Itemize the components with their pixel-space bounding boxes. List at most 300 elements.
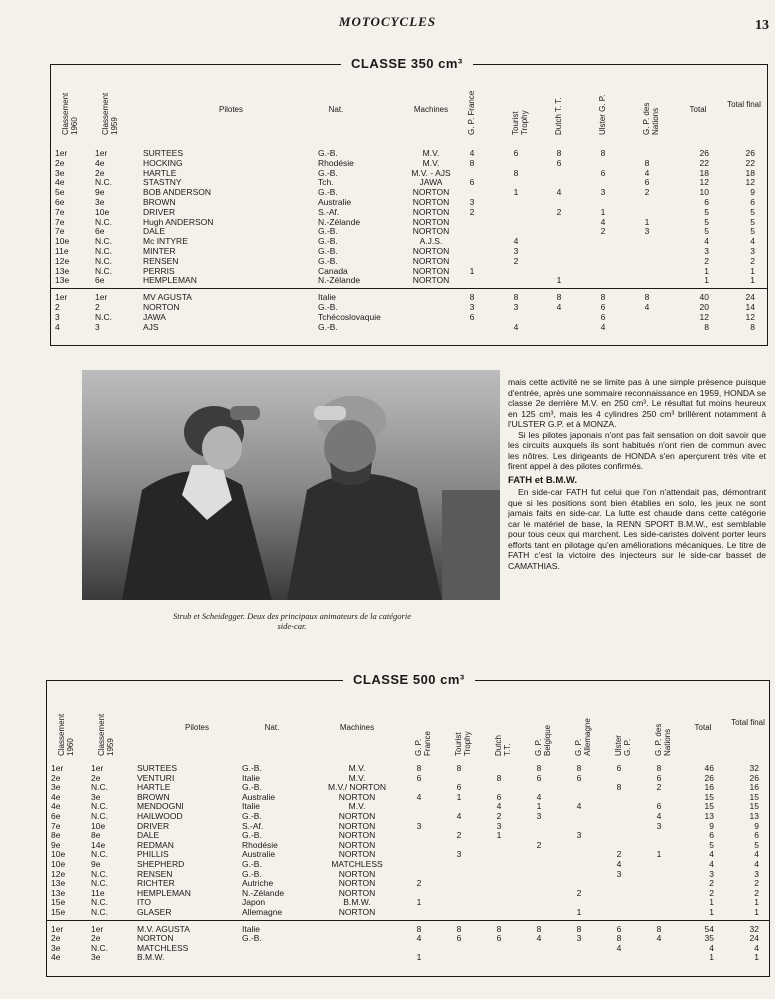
table-row bbox=[47, 811, 769, 821]
rider-name: MINTER bbox=[143, 246, 176, 256]
table-row bbox=[47, 907, 769, 917]
rank-1960: 1er bbox=[55, 148, 68, 158]
machine: JAWA bbox=[419, 177, 443, 188]
final-points: 6 bbox=[754, 830, 759, 841]
nationality: G.-B. bbox=[242, 782, 262, 793]
race-points: 1 bbox=[536, 801, 542, 812]
table-row bbox=[47, 849, 769, 859]
nationality: Rhodésie bbox=[242, 839, 278, 850]
total-points: 15 bbox=[704, 791, 714, 802]
nationality: Italie bbox=[242, 772, 260, 783]
rank-1959: 2 bbox=[95, 302, 100, 312]
total-points: 40 bbox=[699, 292, 709, 303]
maker-row bbox=[51, 322, 767, 332]
rank-1959: 1er bbox=[91, 763, 104, 773]
race-points: 6 bbox=[556, 157, 562, 168]
race-points: 4 bbox=[656, 933, 662, 944]
rank-1960: 12e bbox=[51, 868, 66, 879]
machine: M.V. bbox=[348, 772, 366, 783]
nationality: Autriche bbox=[242, 878, 274, 889]
total-points: 6 bbox=[704, 197, 709, 207]
race-points: 6 bbox=[416, 772, 422, 783]
race-points: 4 bbox=[616, 942, 622, 953]
race-points: 4 bbox=[536, 933, 542, 944]
rank-1959: 1er bbox=[95, 148, 108, 158]
race-points: 8 bbox=[600, 148, 606, 158]
rank-1959: N.C. bbox=[95, 177, 112, 188]
header-race: Tourist Trophy bbox=[511, 110, 529, 135]
rank-1960: 3 bbox=[55, 311, 60, 322]
race-points: 1 bbox=[513, 187, 519, 198]
final-points: 24 bbox=[745, 292, 755, 303]
rank-1960: 3e bbox=[55, 167, 65, 178]
race-points: 6 bbox=[616, 923, 622, 934]
rider-name: SURTEES bbox=[143, 148, 183, 158]
race-points: 4 bbox=[469, 148, 475, 158]
total-points: 13 bbox=[704, 811, 714, 821]
final-points: 5 bbox=[754, 839, 759, 850]
race-points: 2 bbox=[496, 811, 502, 821]
table-row bbox=[47, 782, 769, 792]
machine: M.V. bbox=[422, 157, 440, 168]
header-race: Dutch T. T. bbox=[554, 97, 563, 135]
rider-name: SURTEES bbox=[137, 763, 177, 773]
table-separator bbox=[51, 288, 767, 289]
nationality: G.-B. bbox=[318, 236, 338, 247]
rank-1960: 4e bbox=[51, 952, 61, 963]
race-points: 1 bbox=[644, 216, 650, 227]
race-points: 2 bbox=[616, 849, 622, 860]
rider-name: MV AGUSTA bbox=[143, 292, 192, 303]
machine: NORTON bbox=[338, 839, 376, 850]
final-points: 18 bbox=[745, 167, 755, 178]
race-points: 3 bbox=[644, 226, 650, 237]
rider-name: B.M.W. bbox=[137, 952, 165, 963]
nationality: G.-B. bbox=[242, 868, 262, 879]
rider-name: RENSEN bbox=[137, 868, 173, 879]
header-race: Tourist Trophy bbox=[454, 731, 472, 756]
race-points: 2 bbox=[556, 206, 562, 217]
machine: NORTON bbox=[412, 275, 450, 286]
race-points: 8 bbox=[600, 292, 606, 303]
rider-name: SHEPHERD bbox=[137, 859, 185, 869]
race-points: 4 bbox=[600, 321, 606, 332]
race-points: 4 bbox=[496, 801, 502, 812]
table-500-title: CLASSE 500 cm³ bbox=[343, 672, 475, 687]
race-points: 3 bbox=[416, 820, 422, 831]
riders-photo bbox=[82, 370, 500, 600]
race-points: 1 bbox=[600, 206, 606, 217]
total-points: 26 bbox=[699, 148, 709, 158]
rider-name: RENSEN bbox=[143, 255, 179, 266]
race-points: 8 bbox=[616, 782, 622, 793]
total-points: 3 bbox=[704, 246, 709, 256]
race-points: 4 bbox=[416, 791, 422, 802]
race-points: 2 bbox=[536, 839, 542, 850]
final-points: 26 bbox=[749, 772, 759, 783]
race-points: 4 bbox=[576, 801, 582, 812]
race-points: 6 bbox=[656, 772, 662, 783]
final-points: 15 bbox=[749, 791, 759, 802]
header-total-final: Total final bbox=[731, 718, 765, 727]
header-nat: Nat. bbox=[264, 723, 280, 732]
rider-name: RICHTER bbox=[137, 878, 175, 889]
race-points: 3 bbox=[600, 187, 606, 198]
final-points: 1 bbox=[754, 897, 759, 908]
rank-1959: 8e bbox=[91, 830, 101, 841]
rank-1960: 10e bbox=[51, 859, 66, 869]
machine: M.V. - AJS bbox=[411, 167, 451, 178]
maker-row bbox=[51, 292, 767, 302]
nationality: Rhodésie bbox=[318, 157, 354, 168]
final-points: 1 bbox=[754, 907, 759, 917]
rank-1959: N.C. bbox=[91, 801, 108, 812]
final-points: 22 bbox=[745, 157, 755, 168]
race-points: 2 bbox=[513, 255, 519, 266]
race-points: 6 bbox=[469, 311, 475, 322]
header-total: Total bbox=[694, 723, 712, 732]
rank-1960: 4e bbox=[51, 801, 61, 812]
race-points: 2 bbox=[469, 206, 475, 217]
header-race: G. P. France bbox=[467, 90, 476, 135]
final-points: 2 bbox=[750, 255, 755, 266]
nationality: G.-B. bbox=[318, 148, 338, 158]
nationality: G.-B. bbox=[318, 246, 338, 256]
rider-name: GLASER bbox=[137, 907, 172, 917]
table-row bbox=[51, 187, 767, 197]
machine: NORTON bbox=[338, 907, 376, 917]
total-points: 4 bbox=[709, 849, 714, 860]
final-points: 9 bbox=[754, 820, 759, 831]
rank-1960: 10e bbox=[55, 236, 70, 247]
rank-1960: 10e bbox=[51, 849, 66, 860]
table-row bbox=[51, 256, 767, 266]
maker-row bbox=[51, 312, 767, 322]
rider-name: REDMAN bbox=[137, 839, 174, 850]
race-points: 6 bbox=[616, 763, 622, 773]
race-points: 8 bbox=[656, 923, 662, 934]
rank-1960: 1er bbox=[51, 763, 64, 773]
race-points: 1 bbox=[556, 275, 562, 286]
rank-1960: 11e bbox=[55, 246, 69, 256]
race-points: 8 bbox=[644, 157, 650, 168]
header-race: G. P. des Nations bbox=[654, 723, 672, 756]
rank-1960: 2 bbox=[55, 302, 60, 312]
final-points: 1 bbox=[754, 952, 759, 963]
header-classement-1959: Classement 1959 bbox=[101, 92, 119, 135]
race-points: 4 bbox=[416, 933, 422, 944]
rider-name: NORTON bbox=[143, 302, 180, 312]
rank-1960: 8e bbox=[51, 830, 61, 841]
race-points: 6 bbox=[469, 177, 475, 188]
race-points: 8 bbox=[469, 157, 475, 168]
final-points: 5 bbox=[750, 216, 755, 227]
rank-1960: 15e bbox=[51, 897, 66, 908]
rider-name: HAILWOOD bbox=[137, 811, 183, 821]
rank-1960: 2e bbox=[51, 772, 61, 783]
maker-row bbox=[47, 952, 769, 962]
nationality: Tch. bbox=[318, 177, 334, 188]
rank-1959: 1er bbox=[91, 923, 104, 934]
header-pilotes: Pilotes bbox=[218, 105, 243, 114]
rank-1959: N.C. bbox=[91, 849, 108, 860]
nationality: S.-Af. bbox=[242, 820, 264, 831]
header-machines: Machines bbox=[413, 105, 449, 114]
rider-name: DRIVER bbox=[137, 820, 170, 831]
total-points: 20 bbox=[699, 302, 709, 312]
rank-1960: 1er bbox=[55, 292, 68, 303]
rank-1960: 4e bbox=[55, 177, 65, 188]
nationality: G.-B. bbox=[318, 321, 338, 332]
maker-row bbox=[47, 943, 769, 953]
nationality: G.-B. bbox=[242, 763, 262, 773]
race-points: 6 bbox=[496, 791, 502, 802]
table-row bbox=[51, 217, 767, 227]
maker-row bbox=[51, 302, 767, 312]
machine: MATCHLESS bbox=[331, 859, 383, 869]
rank-1960: 13e bbox=[51, 887, 66, 898]
table-row bbox=[47, 763, 769, 773]
race-points: 6 bbox=[600, 167, 606, 178]
table-row bbox=[47, 869, 769, 879]
table-separator bbox=[47, 920, 769, 921]
final-points: 3 bbox=[754, 868, 759, 879]
machine: NORTON bbox=[412, 265, 450, 276]
total-points: 1 bbox=[709, 897, 714, 908]
final-points: 9 bbox=[750, 187, 755, 198]
table-row bbox=[51, 266, 767, 276]
machine: M.V. bbox=[348, 801, 366, 812]
rank-1959: 6e bbox=[95, 226, 105, 237]
machine: M.V./ NORTON bbox=[328, 782, 386, 793]
nationality: Italie bbox=[318, 292, 336, 303]
rank-1959: 10e bbox=[91, 820, 106, 831]
race-points: 1 bbox=[496, 830, 502, 841]
rider-name: JAWA bbox=[143, 311, 166, 322]
nationality: G.-B. bbox=[242, 859, 262, 869]
race-points: 2 bbox=[644, 187, 650, 198]
rank-1959: 11e bbox=[91, 887, 105, 898]
race-points: 8 bbox=[576, 923, 582, 934]
header-race: Dutch T.T. bbox=[494, 735, 512, 756]
race-points: 3 bbox=[656, 820, 662, 831]
race-points: 8 bbox=[513, 167, 519, 178]
machine: NORTON bbox=[412, 216, 450, 227]
rank-1959: 1er bbox=[95, 292, 108, 303]
race-points: 6 bbox=[456, 933, 462, 944]
race-points: 6 bbox=[656, 801, 662, 812]
photo-caption: Strub et Scheidegger. Deux des principaux animateurs de la catégorie side-car. bbox=[173, 611, 411, 631]
rank-1960: 6e bbox=[55, 197, 65, 207]
maker-row bbox=[47, 924, 769, 934]
machine: NORTON bbox=[338, 849, 376, 860]
rank-1960: 12e bbox=[55, 255, 70, 266]
total-points: 46 bbox=[704, 763, 714, 773]
race-points: 8 bbox=[416, 763, 422, 773]
machine: NORTON bbox=[412, 187, 450, 198]
machine: NORTON bbox=[338, 887, 376, 898]
machine: NORTON bbox=[412, 255, 450, 266]
total-points: 15 bbox=[704, 801, 714, 812]
race-points: 8 bbox=[576, 763, 582, 773]
nationality: G.-B. bbox=[318, 255, 338, 266]
race-points: 1 bbox=[656, 849, 662, 860]
rider-name: AJS bbox=[143, 321, 159, 332]
rank-1959: N.C. bbox=[95, 236, 112, 247]
header-total-final: Total final bbox=[727, 100, 761, 109]
rank-1960: 7e bbox=[55, 216, 65, 227]
table-row bbox=[47, 801, 769, 811]
total-points: 9 bbox=[709, 820, 714, 831]
article-paragraph-3: En side-car FATH fut celui que l'on n'attendait pas, démontrant que si les positions sont bien établies en solo, les jeux ne sont jamais faits en side-car. La lutte est chaude dans cette catégorie car le matériel de base, la RENN SPORT B.M.W., est semblable pour tous ceux qui marchent. Les side-caristes doivent porter leurs efforts tant en pilotage qu'en améliorations mécaniques. Le titre de FATH c'est la victoire des injecteurs sur le side-car basset de CAMATHIAS. bbox=[508, 487, 766, 571]
race-points: 6 bbox=[644, 177, 650, 188]
final-points: 4 bbox=[750, 236, 755, 247]
machine: B.M.W. bbox=[343, 897, 371, 908]
race-points: 4 bbox=[536, 791, 542, 802]
nationality: Australie bbox=[318, 197, 352, 207]
race-points: 4 bbox=[513, 321, 519, 332]
nationality: Australie bbox=[242, 849, 276, 860]
rider-name: ITO bbox=[137, 897, 152, 908]
rider-name: HARTLE bbox=[137, 782, 171, 793]
race-points: 6 bbox=[600, 302, 606, 312]
table-row bbox=[47, 888, 769, 898]
race-points: 8 bbox=[556, 148, 562, 158]
nationality: Italie bbox=[242, 801, 260, 812]
race-points: 8 bbox=[456, 923, 462, 934]
rank-1959: 2e bbox=[95, 167, 105, 178]
race-points: 8 bbox=[536, 763, 542, 773]
rider-name: DALE bbox=[137, 830, 160, 841]
race-points: 1 bbox=[456, 791, 462, 802]
rank-1960: 7e bbox=[51, 820, 61, 831]
nationality: Italie bbox=[242, 923, 260, 934]
header-race: Ulster G. P. bbox=[598, 94, 607, 135]
rider-name: BOB ANDERSON bbox=[143, 187, 212, 198]
total-points: 18 bbox=[699, 167, 709, 178]
rank-1960: 13e bbox=[55, 265, 70, 276]
race-points: 1 bbox=[469, 265, 475, 276]
header-pilotes: Pilotes bbox=[184, 723, 209, 732]
rank-1959: N.C. bbox=[95, 246, 112, 256]
header-race: G. P. Allemagne bbox=[574, 718, 592, 756]
page-number: 13 bbox=[755, 18, 769, 33]
total-points: 5 bbox=[704, 206, 709, 217]
total-points: 2 bbox=[704, 255, 709, 266]
race-points: 4 bbox=[644, 302, 650, 312]
table-row bbox=[47, 897, 769, 907]
race-points: 2 bbox=[656, 782, 662, 793]
rank-1960: 4e bbox=[51, 791, 61, 802]
rank-1960: 3e bbox=[51, 782, 61, 793]
rank-1959: N.C. bbox=[91, 782, 108, 793]
rank-1959: 6e bbox=[95, 275, 105, 286]
race-points: 8 bbox=[536, 923, 542, 934]
race-points: 4 bbox=[456, 811, 462, 821]
final-points: 2 bbox=[754, 878, 759, 889]
article-paragraph-1: mais cette activité ne se limite pas à une simple présence puisque d'entrée, après une sommaire reconnaissance en 1959, HONDA se classe 2e derrière M.V. en 250 cm³. Le résultat fut moins heureux en 125 cm³, mais les 4 cylindres 250 cm³ brillèrent notamment à l'ULSTER G.P. et à MONZA. bbox=[508, 377, 766, 429]
race-points: 3 bbox=[513, 302, 519, 312]
nationality: G.-B. bbox=[318, 187, 338, 198]
rank-1959: 3e bbox=[91, 952, 101, 963]
race-points: 3 bbox=[469, 197, 475, 207]
nationality: S.-Af. bbox=[318, 206, 340, 217]
rank-1960: 13e bbox=[55, 275, 70, 286]
rank-1959: 14e bbox=[91, 839, 106, 850]
rider-name: MENDOGNI bbox=[137, 801, 184, 812]
rank-1959: N.C. bbox=[95, 255, 112, 266]
final-points: 4 bbox=[754, 859, 759, 869]
rider-name: MATCHLESS bbox=[137, 942, 189, 953]
final-points: 24 bbox=[749, 933, 759, 944]
rider-name: DALE bbox=[143, 226, 166, 237]
race-points: 4 bbox=[556, 187, 562, 198]
table-row bbox=[47, 830, 769, 840]
machine: NORTON bbox=[338, 811, 376, 821]
total-points: 5 bbox=[709, 839, 714, 850]
final-points: 1 bbox=[750, 275, 755, 286]
race-points: 1 bbox=[416, 897, 422, 908]
table-row bbox=[51, 246, 767, 256]
race-points: 6 bbox=[456, 782, 462, 793]
table-row bbox=[51, 158, 767, 168]
final-points: 8 bbox=[750, 321, 755, 332]
nationality: G.-B. bbox=[318, 302, 338, 312]
machine: NORTON bbox=[412, 226, 450, 237]
race-points: 1 bbox=[416, 952, 422, 963]
maker-row bbox=[47, 933, 769, 943]
rank-1959: N.C. bbox=[91, 868, 108, 879]
race-points: 8 bbox=[513, 292, 519, 303]
machine: NORTON bbox=[338, 830, 376, 841]
race-points: 2 bbox=[456, 830, 462, 841]
rank-1959: 2e bbox=[91, 933, 101, 944]
rider-name: PHILLIS bbox=[137, 849, 169, 860]
table-500 bbox=[46, 672, 770, 977]
table-350 bbox=[50, 56, 768, 346]
rank-1959: 9e bbox=[91, 859, 101, 869]
race-points: 3 bbox=[513, 246, 519, 256]
header-race: G. P. France bbox=[414, 731, 432, 756]
total-points: 26 bbox=[704, 772, 714, 783]
race-points: 8 bbox=[616, 933, 622, 944]
nationality: G.-B. bbox=[242, 811, 262, 821]
table-row bbox=[51, 226, 767, 236]
rank-1959: N.C. bbox=[91, 897, 108, 908]
table-row bbox=[51, 177, 767, 187]
race-points: 6 bbox=[576, 772, 582, 783]
nationality: Japon bbox=[242, 897, 266, 908]
total-points: 54 bbox=[704, 923, 714, 934]
rider-name: NORTON bbox=[137, 933, 174, 944]
final-points: 4 bbox=[754, 942, 759, 953]
race-points: 8 bbox=[496, 772, 502, 783]
rank-1959: 4e bbox=[95, 157, 105, 168]
race-points: 2 bbox=[416, 878, 422, 889]
rider-name: Hugh ANDERSON bbox=[143, 216, 214, 227]
rank-1959: 3e bbox=[95, 197, 105, 207]
final-points: 5 bbox=[750, 206, 755, 217]
article-heading: FATH et B.M.W. bbox=[508, 474, 577, 486]
final-points: 5 bbox=[750, 226, 755, 237]
rank-1959: N.C. bbox=[95, 216, 112, 227]
race-points: 4 bbox=[616, 859, 622, 869]
race-points: 2 bbox=[600, 226, 606, 237]
final-points: 26 bbox=[745, 148, 755, 158]
rank-1959: N.C. bbox=[91, 811, 108, 821]
nationality: Canada bbox=[318, 265, 348, 276]
rank-1959: 9e bbox=[95, 187, 105, 198]
